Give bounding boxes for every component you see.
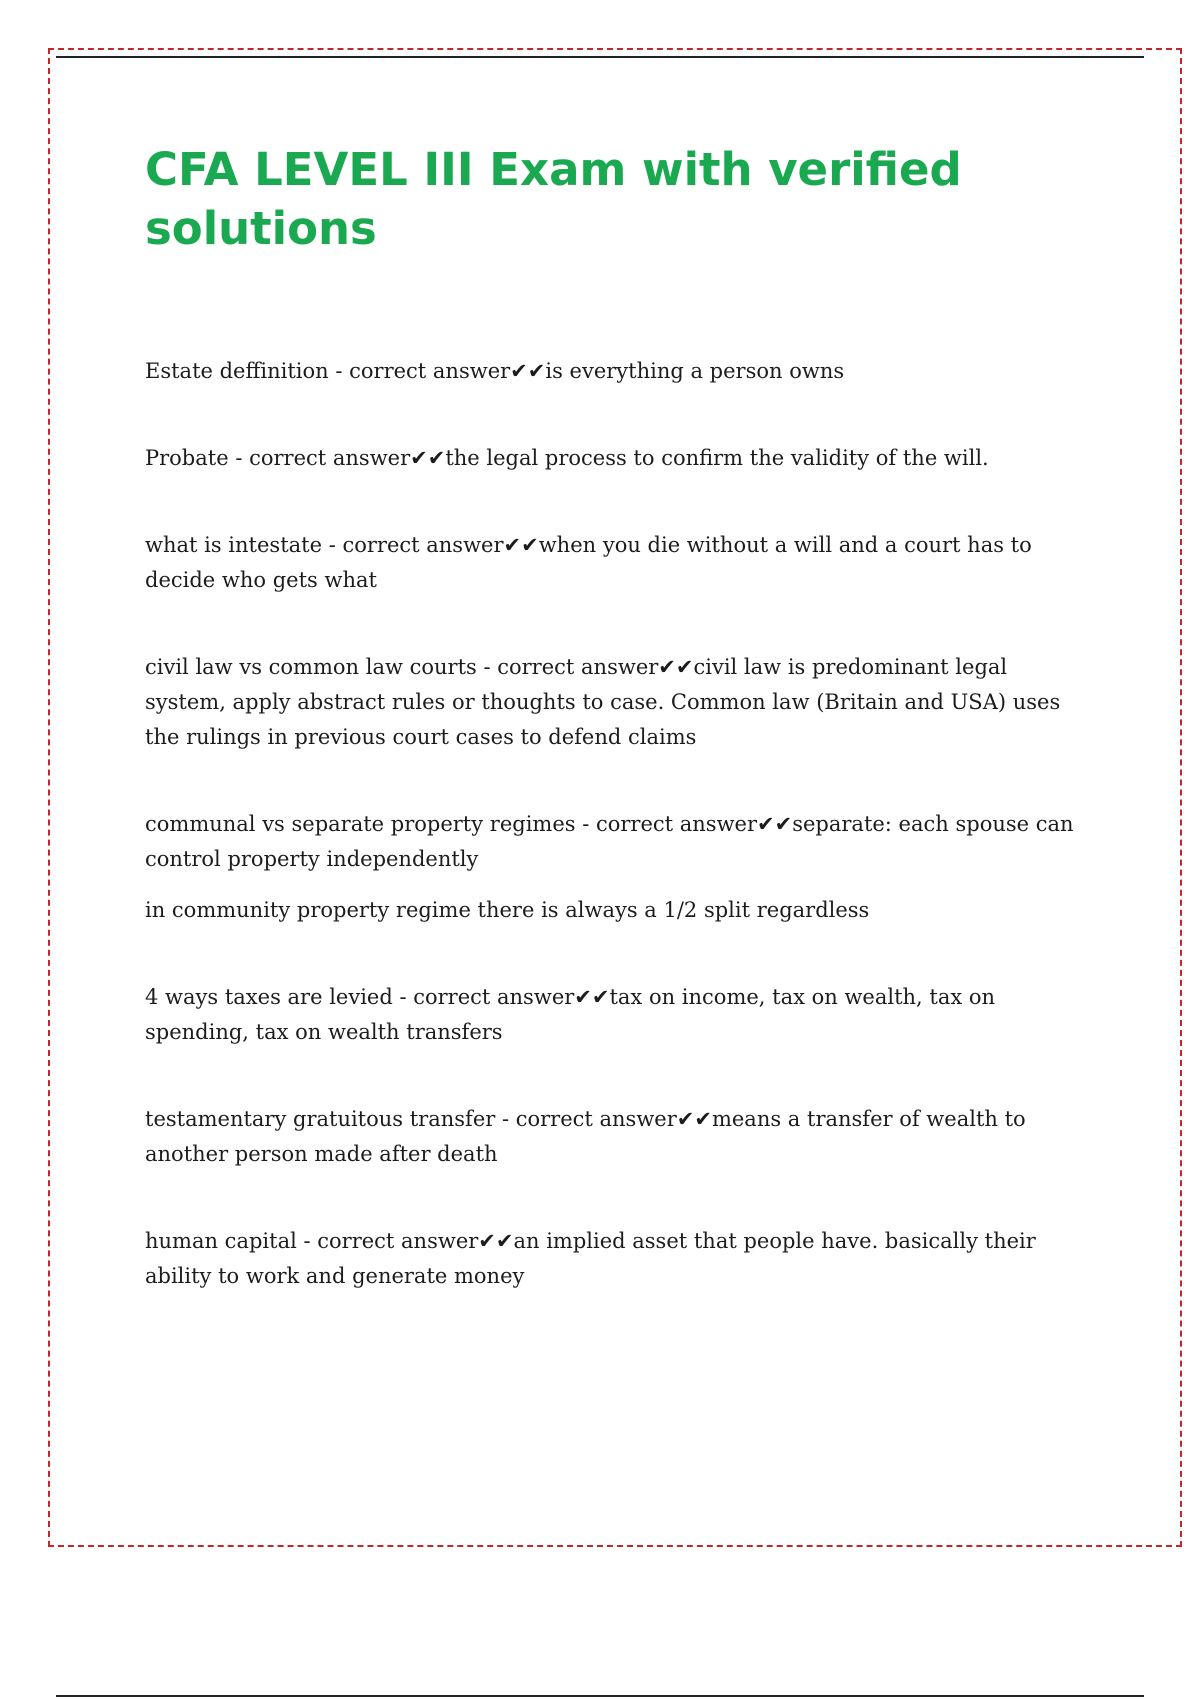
qa-item [145, 1102, 1090, 1172]
document-title: CFA LEVEL III Exam with verified solutions [145, 143, 962, 255]
qa-text: Probate - correct answer✔✔the legal process to confirm the validity of the will. [145, 446, 989, 470]
qa-text: Estate deffinition - correct answer✔✔is everything a person owns [145, 359, 845, 383]
qa-item [145, 1224, 1090, 1294]
qa-extra-text: in community property regime there is always a 1/2 split regardless [145, 898, 870, 922]
qa-item [145, 528, 1090, 598]
qa-item [145, 650, 1090, 755]
qa-text: civil law vs common law courts - correct answer✔✔civil law is predominant legal system, apply abstract rules or thoughts to case. Common law (Britain and USA) uses the rulings in previous court cases to defend claims [145, 655, 1061, 749]
qa-text: 4 ways taxes are levied - correct answer✔✔tax on income, tax on wealth, tax on spending, tax on wealth transfers [145, 985, 996, 1044]
qa-text: communal vs separate property regimes - correct answer✔✔separate: each spouse can control property independently [145, 812, 1074, 871]
qa-text: human capital - correct answer✔✔an implied asset that people have. basically their ability to work and generate money [145, 1229, 1036, 1288]
top-rule [56, 56, 1144, 58]
qa-item [145, 441, 1090, 476]
qa-text: testamentary gratuitous transfer - correct answer✔✔means a transfer of wealth to another person made after death [145, 1107, 1026, 1166]
qa-item [145, 354, 1090, 389]
document-content [145, 140, 1090, 1346]
qa-text: what is intestate - correct answer✔✔when you die without a will and a court has to decide who gets what [145, 533, 1032, 592]
qa-item [145, 807, 1090, 928]
bottom-rule [56, 1695, 1144, 1697]
qa-item [145, 980, 1090, 1050]
